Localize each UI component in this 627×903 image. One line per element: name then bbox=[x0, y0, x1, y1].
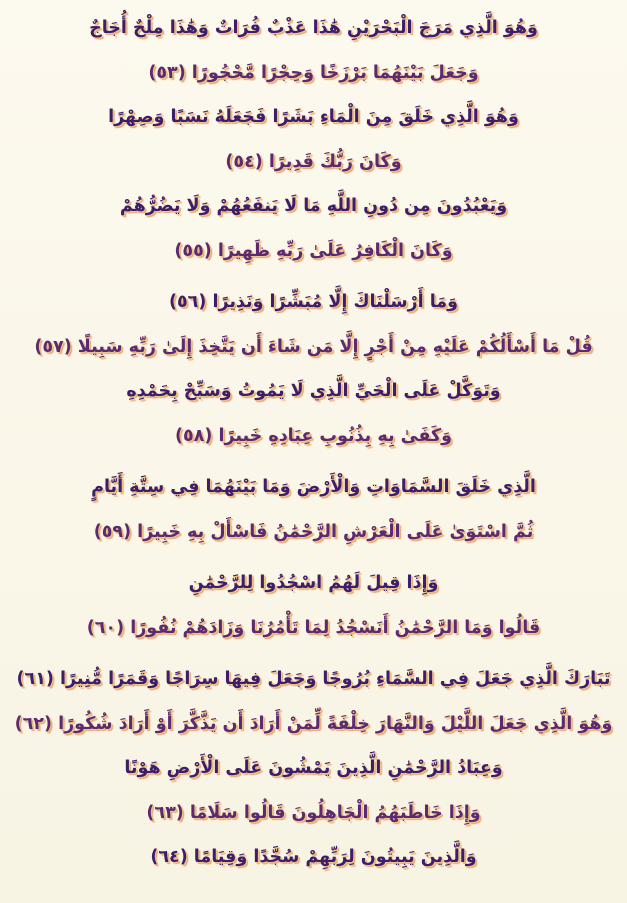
verse-line: وَإِذَا قِيلَ لَهُمُ اسْجُدُوا لِلرَّحْمَٰنِ bbox=[188, 573, 439, 593]
verse-line: قُلْ مَا أَسْأَلُكُمْ عَلَيْهِ مِنْ أَجْرٍ إِلَّا مَن شَاءَ أَن يَتَّخِذَ إِلَىٰ رَبِّهِ سَبِيلًا (٥٧) bbox=[34, 336, 593, 357]
verse-line: وَهُوَ الَّذِي خَلَقَ مِنَ الْمَاءِ بَشَرًا فَجَعَلَهُ نَسَبًا وَصِهْرًا bbox=[108, 107, 519, 127]
verse-line: وَتَوَكَّلْ عَلَى الْحَيِّ الَّذِي لَا يَمُوتُ وَسَبِّحْ بِحَمْدِهِ bbox=[126, 381, 501, 401]
verse-line: تَبَارَكَ الَّذِي جَعَلَ فِي السَّمَاءِ بُرُوجًا وَجَعَلَ فِيهَا سِرَاجًا وَقَمَرًا مُّنِيرًا (٦١) bbox=[16, 669, 611, 689]
verse-line: وَجَعَلَ بَيْنَهُمَا بَرْزَخًا وَحِجْرًا مَّحْجُورًا (٥٣) bbox=[148, 62, 479, 83]
verse-line: وَكَانَ الْكَافِرُ عَلَىٰ رَبِّهِ ظَهِيرًا (٥٥) bbox=[174, 240, 453, 261]
verse-line: وَإِذَا خَاطَبَهُمُ الْجَاهِلُونَ قَالُوا سَلَامًا (٦٣) bbox=[146, 802, 481, 823]
verse-line: وَالَّذِينَ يَبِيتُونَ لِرَبِّهِمْ سُجَّدًا وَقِيَامًا (٦٤) bbox=[150, 847, 477, 867]
verse-line: الَّذِي خَلَقَ السَّمَاوَاتِ وَالْأَرْضَ وَمَا بَيْنَهُمَا فِي سِتَّةِ أَيَّامٍ bbox=[91, 477, 536, 497]
verse-line: وَكَانَ رَبُّكَ قَدِيرًا (٥٤) bbox=[225, 151, 402, 172]
verse-gap bbox=[0, 273, 627, 280]
verse-line: وَهُوَ الَّذِي جَعَلَ اللَّيْلَ وَالنَّهَارَ خِلْفَةً لِّمَنْ أَرَادَ أَن يَذَّكَّرَ أَوْ أَرَادَ شُكُورًا (٦٢) bbox=[14, 713, 613, 734]
verse-gap bbox=[0, 458, 627, 465]
verse-line: وَمَا أَرْسَلْنَاكَ إِلَّا مُبَشِّرًا وَنَذِيرًا (٥٦) bbox=[168, 292, 458, 312]
verse-gap bbox=[0, 554, 627, 561]
verse-line: وَعِبَادُ الرَّحْمَٰنِ الَّذِينَ يَمْشُونَ عَلَى الْأَرْضِ هَوْنًا bbox=[124, 758, 503, 778]
verse-line: وَكَفَىٰ بِهِ بِذُنُوبِ عِبَادِهِ خَبِيرًا (٥٨) bbox=[175, 425, 452, 446]
verse-line: ثُمَّ اسْتَوَىٰ عَلَى الْعَرْشِ الرَّحْمَٰنُ فَاسْأَلْ بِهِ خَبِيرًا (٥٩) bbox=[93, 521, 534, 542]
verse-gap bbox=[0, 650, 627, 657]
verse-line: قَالُوا وَمَا الرَّحْمَٰنُ أَنَسْجُدُ لِمَا تَأْمُرُنَا وَزَادَهُمْ نُفُورًا (٦٠) bbox=[86, 617, 541, 638]
verse-line: وَيَعْبُدُونَ مِن دُونِ اللَّهِ مَا لَا يَنفَعُهُمْ وَلَا يَضُرُّهُمْ bbox=[119, 196, 508, 216]
verse-line: وَهُوَ الَّذِي مَرَجَ الْبَحْرَيْنِ هَٰذَا عَذْبٌ فُرَاتٌ وَهَٰذَا مِلْحٌ أُجَاجٌ bbox=[89, 18, 538, 38]
